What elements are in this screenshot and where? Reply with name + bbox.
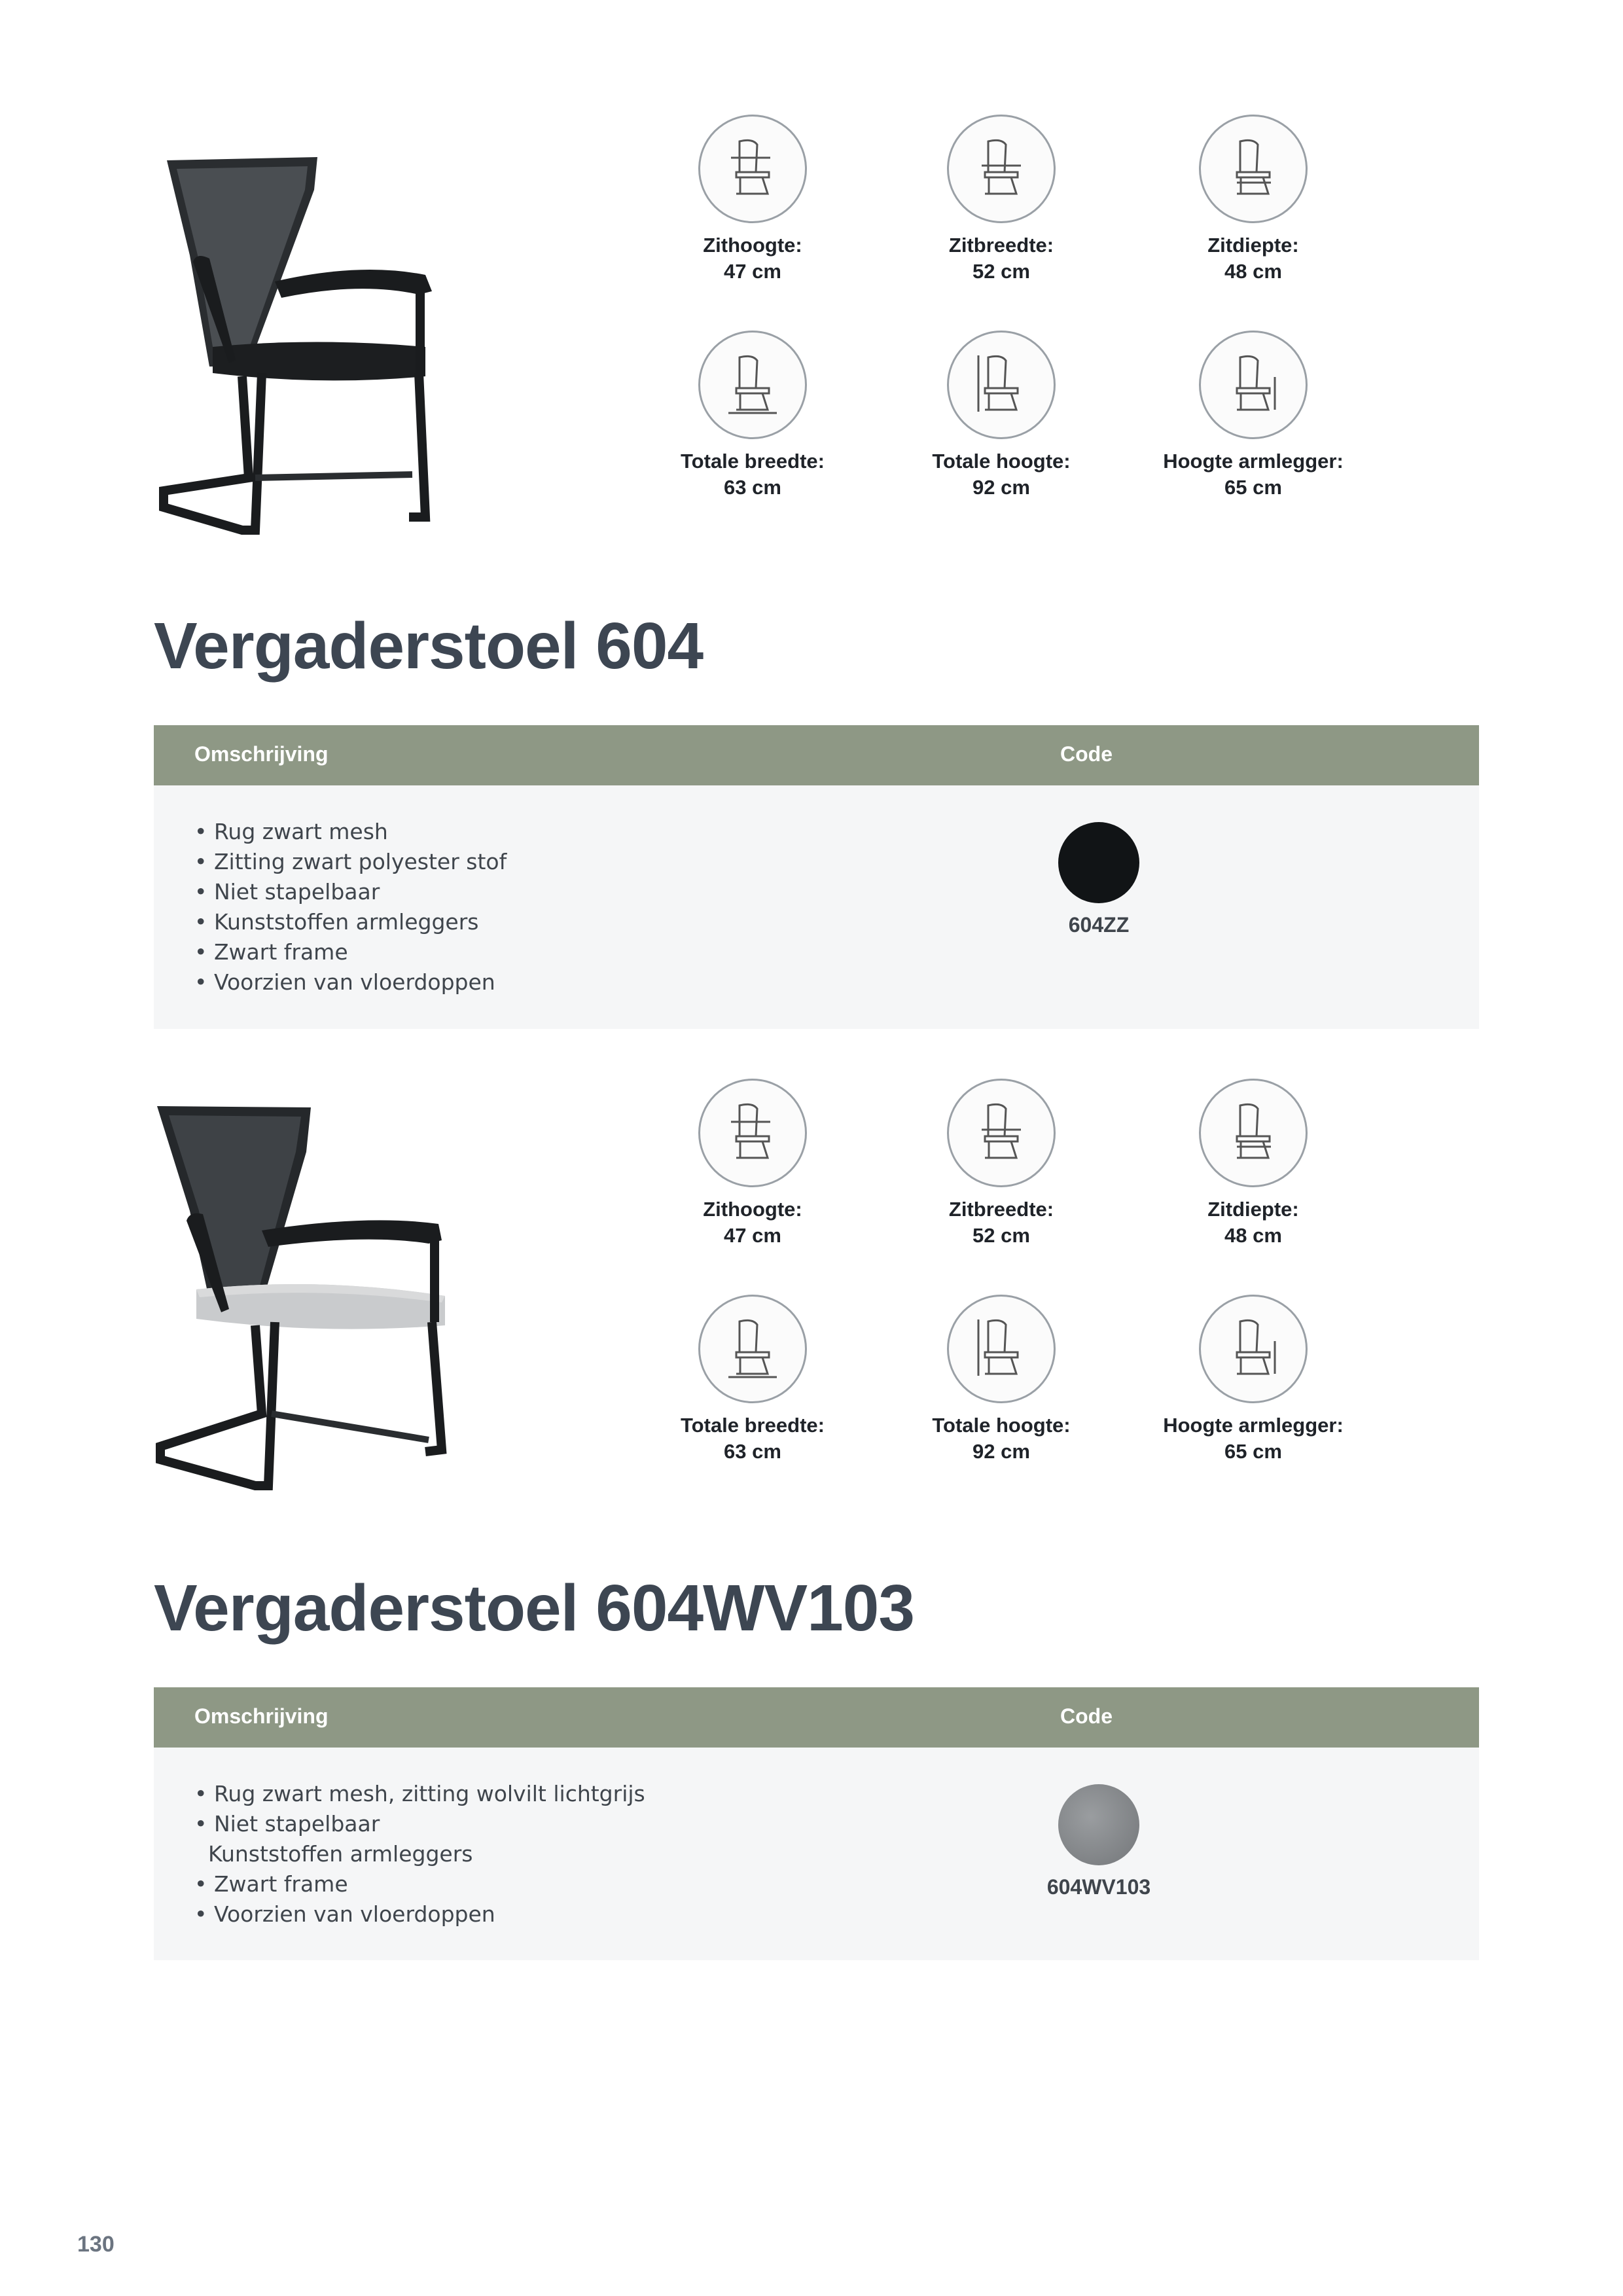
column-code: Code	[1060, 742, 1113, 766]
seat-width-icon	[965, 132, 1037, 207]
column-description: Omschrijving	[194, 742, 329, 766]
dimension-label: Zitbreedte:	[948, 234, 1054, 257]
armrest-height-icon	[1217, 1312, 1289, 1387]
dimension-seat-depth	[1122, 115, 1384, 285]
dimension-label: Totale hoogte:	[932, 1414, 1071, 1437]
description-list	[194, 1779, 645, 1929]
dimension-label: Totale breedte:	[681, 450, 825, 473]
list-item: Kunststoffen armleggers	[194, 1841, 473, 1867]
dimension-value: 52 cm	[972, 260, 1030, 283]
dimension-value: 48 cm	[1224, 1224, 1282, 1247]
list-item: • Voorzien van vloerdoppen	[194, 969, 495, 995]
list-item: • Voorzien van vloerdoppen	[194, 1901, 495, 1927]
chair-image	[151, 151, 452, 543]
dimension-seat-width	[870, 115, 1132, 285]
dimension-value: 92 cm	[972, 1440, 1030, 1463]
dimension-value: 65 cm	[1224, 1440, 1282, 1463]
dimension-label: Zitbreedte:	[948, 1198, 1054, 1221]
product-title: Vergaderstoel 604	[154, 609, 704, 683]
list-item: • Zwart frame	[194, 939, 348, 965]
dimension-seat-width	[870, 1079, 1132, 1249]
dimension-value: 47 cm	[724, 260, 781, 283]
list-item: • Niet stapelbaar	[194, 879, 380, 905]
dimension-label: Zithoogte:	[703, 1198, 802, 1221]
table-header	[154, 725, 1479, 785]
dimension-label: Zitdiepte:	[1207, 234, 1299, 257]
seat-width-icon	[965, 1096, 1037, 1171]
description-list	[194, 817, 507, 997]
dimension-armrest-height	[1122, 331, 1384, 501]
dimension-label: Hoogte armlegger:	[1163, 450, 1344, 473]
dimension-total-height	[870, 1295, 1132, 1465]
seat-depth-icon	[1217, 1096, 1289, 1171]
dimension-total-width	[622, 331, 883, 501]
dimension-seat-height	[622, 1079, 883, 1249]
color-swatch	[1058, 1784, 1139, 1865]
dimension-value: 52 cm	[972, 1224, 1030, 1247]
list-item: • Zitting zwart polyester stof	[194, 849, 507, 874]
dimension-value: 63 cm	[724, 476, 781, 499]
product-code: 604WV103	[1046, 1875, 1151, 1899]
total-width-icon	[717, 1312, 789, 1387]
dimension-seat-depth	[1122, 1079, 1384, 1249]
seat-depth-icon	[1217, 132, 1289, 207]
dimension-value: 48 cm	[1224, 260, 1282, 283]
dimension-value: 47 cm	[724, 1224, 781, 1247]
dimension-seat-height	[622, 115, 883, 285]
dimension-label: Zitdiepte:	[1207, 1198, 1299, 1221]
product-table	[154, 725, 1479, 1029]
armrest-height-icon	[1217, 348, 1289, 423]
dimension-label: Totale hoogte:	[932, 450, 1071, 473]
dimension-label: Hoogte armlegger:	[1163, 1414, 1344, 1437]
dimension-value: 65 cm	[1224, 476, 1282, 499]
dimension-value: 92 cm	[972, 476, 1030, 499]
chair-image	[151, 1100, 458, 1505]
list-item: • Kunststoffen armleggers	[194, 909, 479, 935]
table-header	[154, 1687, 1479, 1748]
product-table	[154, 1687, 1479, 1960]
column-code: Code	[1060, 1704, 1113, 1728]
total-width-icon	[717, 348, 789, 423]
page-number: 130	[77, 2232, 115, 2257]
list-item: • Rug zwart mesh, zitting wolvilt lichtgrijs	[194, 1781, 645, 1806]
dimension-total-height	[870, 331, 1132, 501]
dimension-label: Totale breedte:	[681, 1414, 825, 1437]
column-description: Omschrijving	[194, 1704, 329, 1728]
seat-height-icon	[717, 132, 789, 207]
product-code: 604ZZ	[1068, 913, 1130, 937]
dimension-value: 63 cm	[724, 1440, 781, 1463]
color-swatch	[1058, 822, 1139, 903]
table-row	[154, 1748, 1479, 1960]
list-item: • Zwart frame	[194, 1871, 348, 1897]
list-item: • Rug zwart mesh	[194, 819, 388, 844]
dimension-total-width	[622, 1295, 883, 1465]
list-item: • Niet stapelbaar	[194, 1811, 380, 1837]
total-height-icon	[965, 1312, 1037, 1387]
dimension-label: Zithoogte:	[703, 234, 802, 257]
table-row	[154, 785, 1479, 1029]
dimension-armrest-height	[1122, 1295, 1384, 1465]
seat-height-icon	[717, 1096, 789, 1171]
product-title: Vergaderstoel 604WV103	[154, 1571, 914, 1645]
total-height-icon	[965, 348, 1037, 423]
